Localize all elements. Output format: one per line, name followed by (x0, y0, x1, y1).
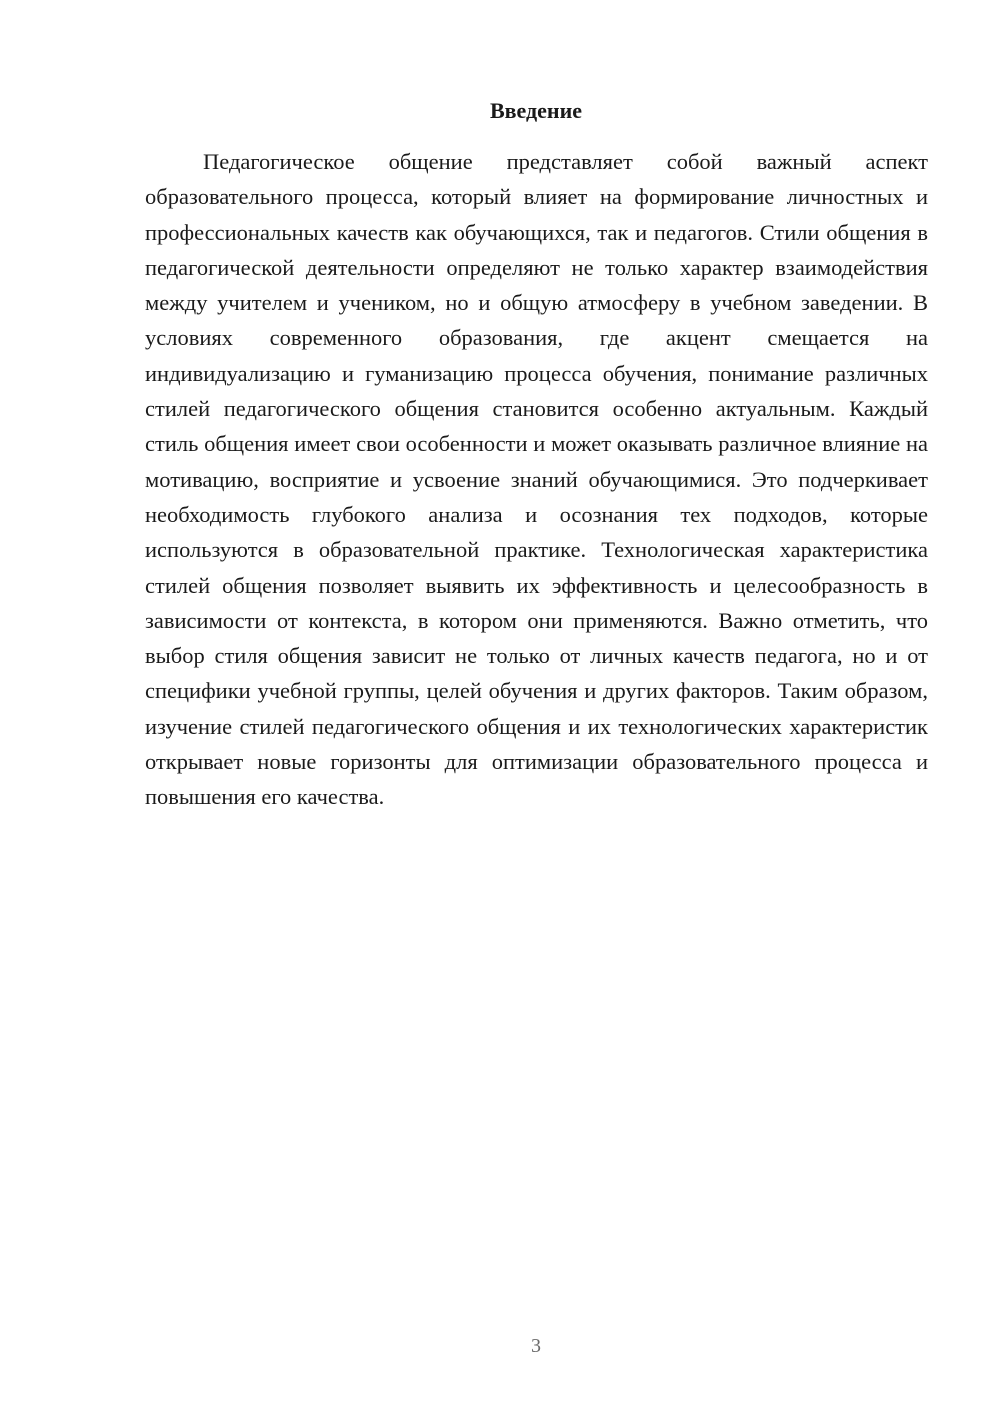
introduction-paragraph: Педагогическое общение представляет собой важный аспект образовательного процесса, который влияет на формирование личностных и профессиональных качеств как обучающихся, так и педагогов. Стили общения в педагогической деятельности определяют не только характер взаимодействия между учителем и учеником, но и общую атмосферу в учебном заведении. В условиях современного образования, где акцент смещается на индивидуализацию и гуманизацию процесса обучения, понимание различных стилей педагогического общения становится особенно актуальным. Каждый стиль общения имеет свои особенности и может оказывать различное влияние на мотивацию, восприятие и усвоение знаний обучающимися. Это подчеркивает необходимость глубокого анализа и осознания тех подходов, которые используются в образовательной практике. Технологическая характеристика стилей общения позволяет выявить их эффективность и целесообразность в зависимости от контекста, в котором они применяются. Важно отметить, что выбор стиля общения зависит не только от личных качеств педагога, но и от специфики учебной группы, целей обучения и других факторов. Таким образом, изучение стилей педагогического общения и их технологических характеристик открывает новые горизонты для оптимизации образовательного процесса и повышения его качества. (145, 149, 928, 810)
page-title: Введение (489, 98, 583, 123)
page-number: 3 (531, 1335, 541, 1357)
